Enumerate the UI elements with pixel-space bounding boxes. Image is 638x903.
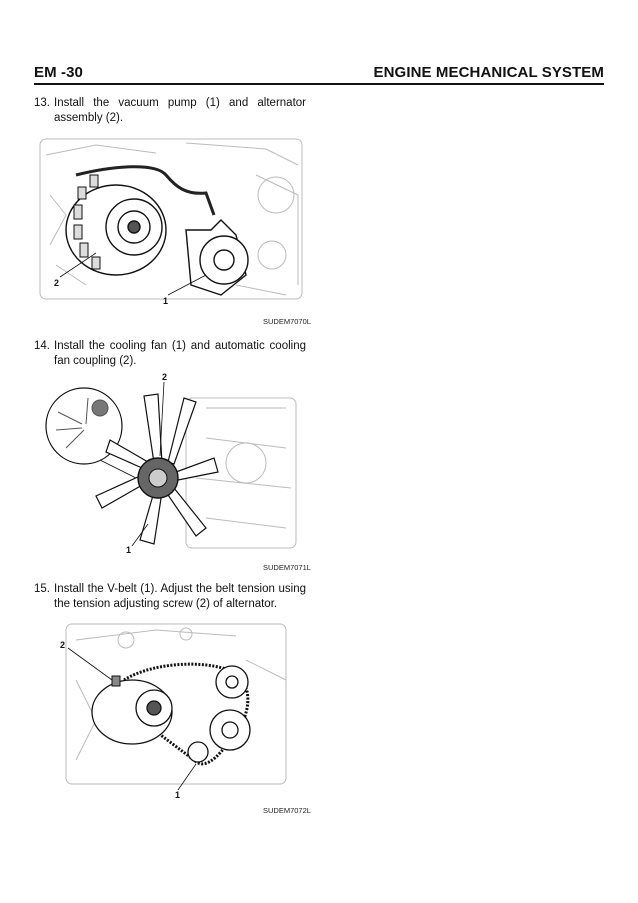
step-15 <box>34 582 306 612</box>
step-13 <box>34 96 306 126</box>
page-header <box>34 62 604 84</box>
v-belt-illustration <box>36 620 308 800</box>
step-text: Install the vacuum pump (1) and alternator assembly (2). <box>54 97 306 124</box>
step-number: 13. <box>34 97 50 109</box>
step-number: 14. <box>34 340 50 352</box>
figure-vacuum-pump-alternator <box>36 135 308 310</box>
step-text: Install the V-belt (1). Adjust the belt tension using the tension adjusting screw (2) of alternator. <box>54 583 306 610</box>
figure-code: SUDEM7070L <box>263 317 311 326</box>
cooling-fan-illustration <box>36 368 308 558</box>
header-rule <box>34 83 604 85</box>
section-number: EM -30 <box>34 64 83 81</box>
callout-2: 2 <box>162 372 168 382</box>
section-title: ENGINE MECHANICAL SYSTEM <box>373 64 604 81</box>
callout-1: 1 <box>163 296 169 306</box>
callout-1: 1 <box>175 790 181 800</box>
callout-1: 1 <box>126 545 132 555</box>
figure-code: SUDEM7072L <box>263 806 311 815</box>
step-text: Install the cooling fan (1) and automatic cooling fan coupling (2). <box>54 340 306 367</box>
step-number: 15. <box>34 583 50 595</box>
engine-illustration <box>36 135 308 310</box>
callout-2: 2 <box>60 640 66 650</box>
callout-2: 2 <box>54 278 60 288</box>
figure-v-belt <box>36 620 308 800</box>
figure-cooling-fan <box>36 368 308 558</box>
figure-code: SUDEM7071L <box>263 563 311 572</box>
step-14 <box>34 339 306 369</box>
